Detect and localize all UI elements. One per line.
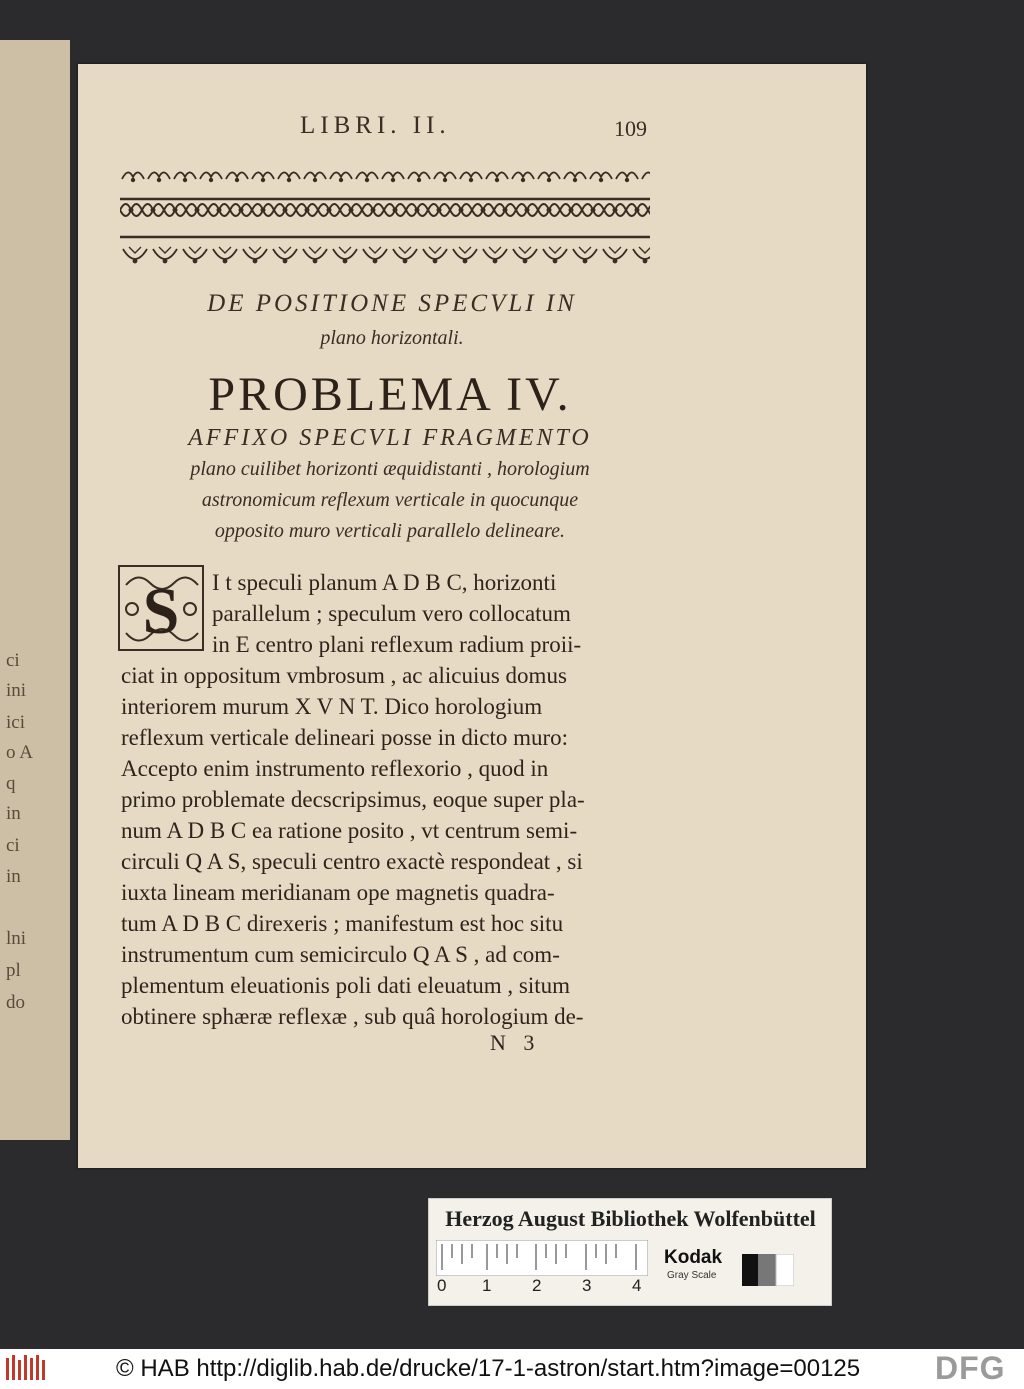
- facing-text: ci: [6, 650, 20, 671]
- body-text-line: reflexum verticale delineari posse in dicto muro:: [121, 725, 569, 750]
- facing-text: in: [6, 866, 21, 887]
- svg-text:S: S: [142, 575, 180, 648]
- body-text-line: primo problemate decscripsimus, eoque super pla-: [121, 787, 585, 812]
- facing-page-edge: [0, 40, 70, 1140]
- page-number: 109: [614, 116, 647, 141]
- ruler-number: 0: [437, 1276, 447, 1295]
- running-title: LIBRI. II.: [300, 112, 451, 139]
- body-text-line: interiorem murum X V N T. Dico horologium: [121, 694, 543, 719]
- problem-statement-line: plano cuilibet horizonti æquidistanti , horologium: [190, 458, 590, 480]
- facing-text: ci: [6, 835, 20, 856]
- body-text-line: in E centro plani reflexum radium proii-: [212, 632, 582, 657]
- body-text-line: tum A D B C direxeris ; manifestum est hoc situ: [121, 911, 564, 936]
- body-text-line: Accepto enim instrumento reflexorio , quod in: [121, 756, 549, 781]
- problem-title: PROBLEMA IV.: [208, 368, 572, 421]
- facing-text: ici: [6, 712, 25, 733]
- problem-statement-line: astronomicum reflexum verticale in quocunque: [201, 489, 579, 511]
- body-text-line: plementum eleuationis poli dati eleuatum , situm: [121, 973, 571, 998]
- problem-statement-line: AFFIXO SPECVLI FRAGMENTO: [188, 425, 592, 451]
- hab-barcode-logo-icon: [4, 1352, 48, 1384]
- body-text-line: I t speculi planum A D B C, horizonti: [212, 570, 557, 595]
- kodak-logo: Kodak: [664, 1247, 723, 1268]
- facing-text: ini: [6, 680, 27, 701]
- body-text-line: obtinere sphæræ reflexæ , sub quâ horologium de-: [121, 1004, 584, 1029]
- copyright-link[interactable]: © HAB http://diglib.hab.de/drucke/17-1-astron/start.htm?image=00125: [116, 1355, 861, 1382]
- signature-mark: N 3: [490, 1030, 541, 1055]
- facing-text: lni: [6, 928, 27, 949]
- gray-scale-swatch-icon: [742, 1254, 794, 1286]
- gray-scale-label: Gray Scale: [667, 1270, 717, 1281]
- facing-text: o A: [6, 742, 33, 763]
- problem-statement-line: opposito muro verticali parallelo delineare.: [214, 520, 566, 542]
- body-text-line: instrumentum cum semicirculo Q A S , ad com-: [121, 942, 560, 967]
- initial-s-icon: [118, 565, 204, 651]
- section-title-continued: plano horizontali.: [320, 327, 464, 349]
- dfg-logo: DFG: [935, 1350, 1006, 1386]
- body-text-line: iuxta lineam meridianam ope magnetis quadra-: [121, 880, 555, 905]
- ornament-band-icon: [120, 165, 650, 275]
- section-title: DE POSITIONE SPECVLI IN: [207, 290, 577, 317]
- facing-text: pl: [6, 960, 21, 981]
- facing-text: in: [6, 803, 21, 824]
- ruler-number: 2: [532, 1276, 542, 1295]
- scale-ruler-icon: [436, 1240, 648, 1276]
- library-label-title: Herzog August Bibliothek Wolfenbüttel: [445, 1206, 816, 1231]
- ruler-number: 3: [582, 1276, 592, 1295]
- body-text-line: parallelum ; speculum vero collocatum: [212, 601, 571, 626]
- facing-text: q: [6, 773, 16, 794]
- facing-text: do: [6, 992, 25, 1013]
- body-text-line: circuli Q A S, speculi centro exactè respondeat , si: [121, 849, 583, 874]
- body-text-line: num A D B C ea ratione posito , vt centrum semi-: [121, 818, 578, 843]
- ruler-number: 1: [482, 1276, 492, 1295]
- ruler-number: 4: [632, 1276, 642, 1295]
- body-text-line: ciat in oppositum vmbrosum , ac alicuius domus: [121, 663, 567, 688]
